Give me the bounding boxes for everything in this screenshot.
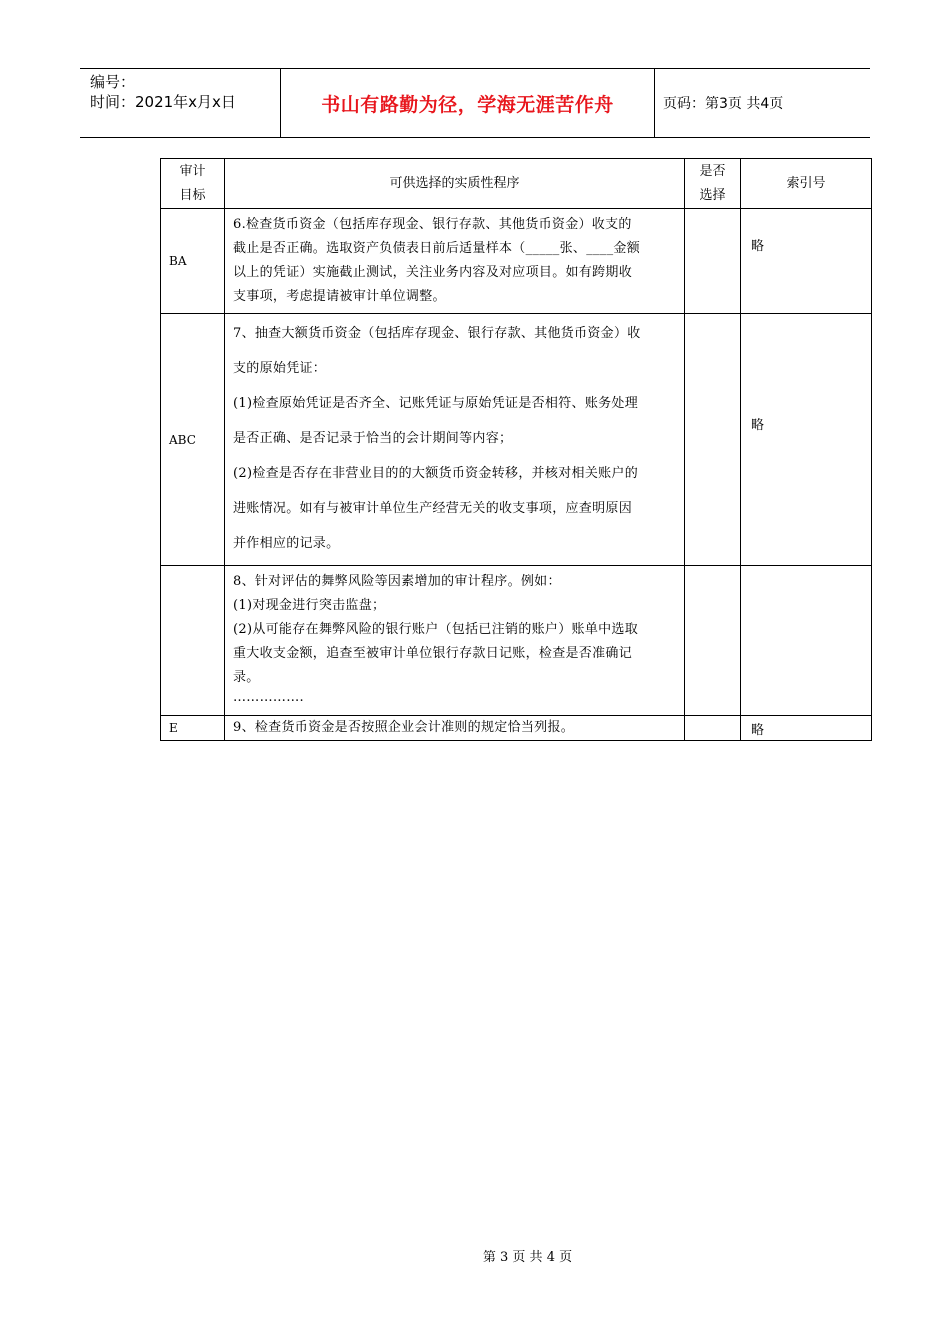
header-page-number: 页码：第3页 共4页 <box>663 96 784 112</box>
header-page-cell <box>655 69 870 137</box>
header-meta <box>80 69 281 137</box>
row-procedure: 6.检查货币资金（包括库存现金、银行存款、其他货币资金）收支的 截止是否正确。选取资产负债表日前后适量样本（_____张、____金额 以上的凭证）实施截止测试，关注业务内容及对应项目。如有跨期收 支事项，考虑提请被审计单位调整。 <box>225 209 685 314</box>
row-target <box>161 566 225 716</box>
row-index: 略 <box>741 716 872 741</box>
row-selected-cell[interactable] <box>685 314 741 566</box>
row-target: E <box>161 716 225 741</box>
table-header-row <box>161 159 872 209</box>
header-motto-cell <box>281 69 655 137</box>
table-row <box>161 566 872 716</box>
row-selected-cell[interactable] <box>685 209 741 314</box>
row-index: 略 <box>741 314 872 566</box>
row-target: ABC <box>161 314 225 566</box>
row-selected-cell[interactable] <box>685 566 741 716</box>
table-row <box>161 716 872 741</box>
footer-page-number: 第 3 页 共 4 页 <box>482 1250 573 1265</box>
row-procedure: 8、针对评估的舞弊风险等因素增加的审计程序。例如： (1)对现金进行突击监盘； (2)从可能存在舞弊风险的银行账户（包括已注销的账户）账单中选取 重大收支金额，追查至被审计单位银行存款日记账，检查是否准确记 录。 ……………. <box>225 566 685 716</box>
page-footer <box>0 1246 950 1265</box>
audit-procedure-table <box>160 158 872 741</box>
header-selected: 是否选择 <box>685 159 741 209</box>
row-selected-cell[interactable] <box>685 716 741 741</box>
row-procedure: 9、检查货币资金是否按照企业会计准则的规定恰当列报。 <box>225 716 685 741</box>
row-index: 略 <box>741 209 872 314</box>
row-target: BA <box>161 209 225 314</box>
table-row <box>161 209 872 314</box>
document-date-label: 时间：2021年x月x日 <box>90 93 236 111</box>
row-index <box>741 566 872 716</box>
document-number-label: 编号： <box>90 73 136 91</box>
header-index: 索引号 <box>741 159 872 209</box>
header-motto: 书山有路勤为径，学海无涯苦作舟 <box>321 93 614 116</box>
document-header <box>80 68 870 138</box>
header-audit-target: 审计目标 <box>161 159 225 209</box>
header-procedure: 可供选择的实质性程序 <box>225 159 685 209</box>
row-procedure: 7、抽查大额货币资金（包括库存现金、银行存款、其他货币资金）收 支的原始凭证： (1)检查原始凭证是否齐全、记账凭证与原始凭证是否相符、账务处理 是否正确、是否记录于恰当的会计期间等内容； (2)检查是否存在非营业目的的大额货币资金转移，并核对相关账户的 进账情况。如有与被审计单位生产经营无关的收支事项，应查明原因 并作相应的记录。 <box>225 314 685 566</box>
table-row <box>161 314 872 566</box>
